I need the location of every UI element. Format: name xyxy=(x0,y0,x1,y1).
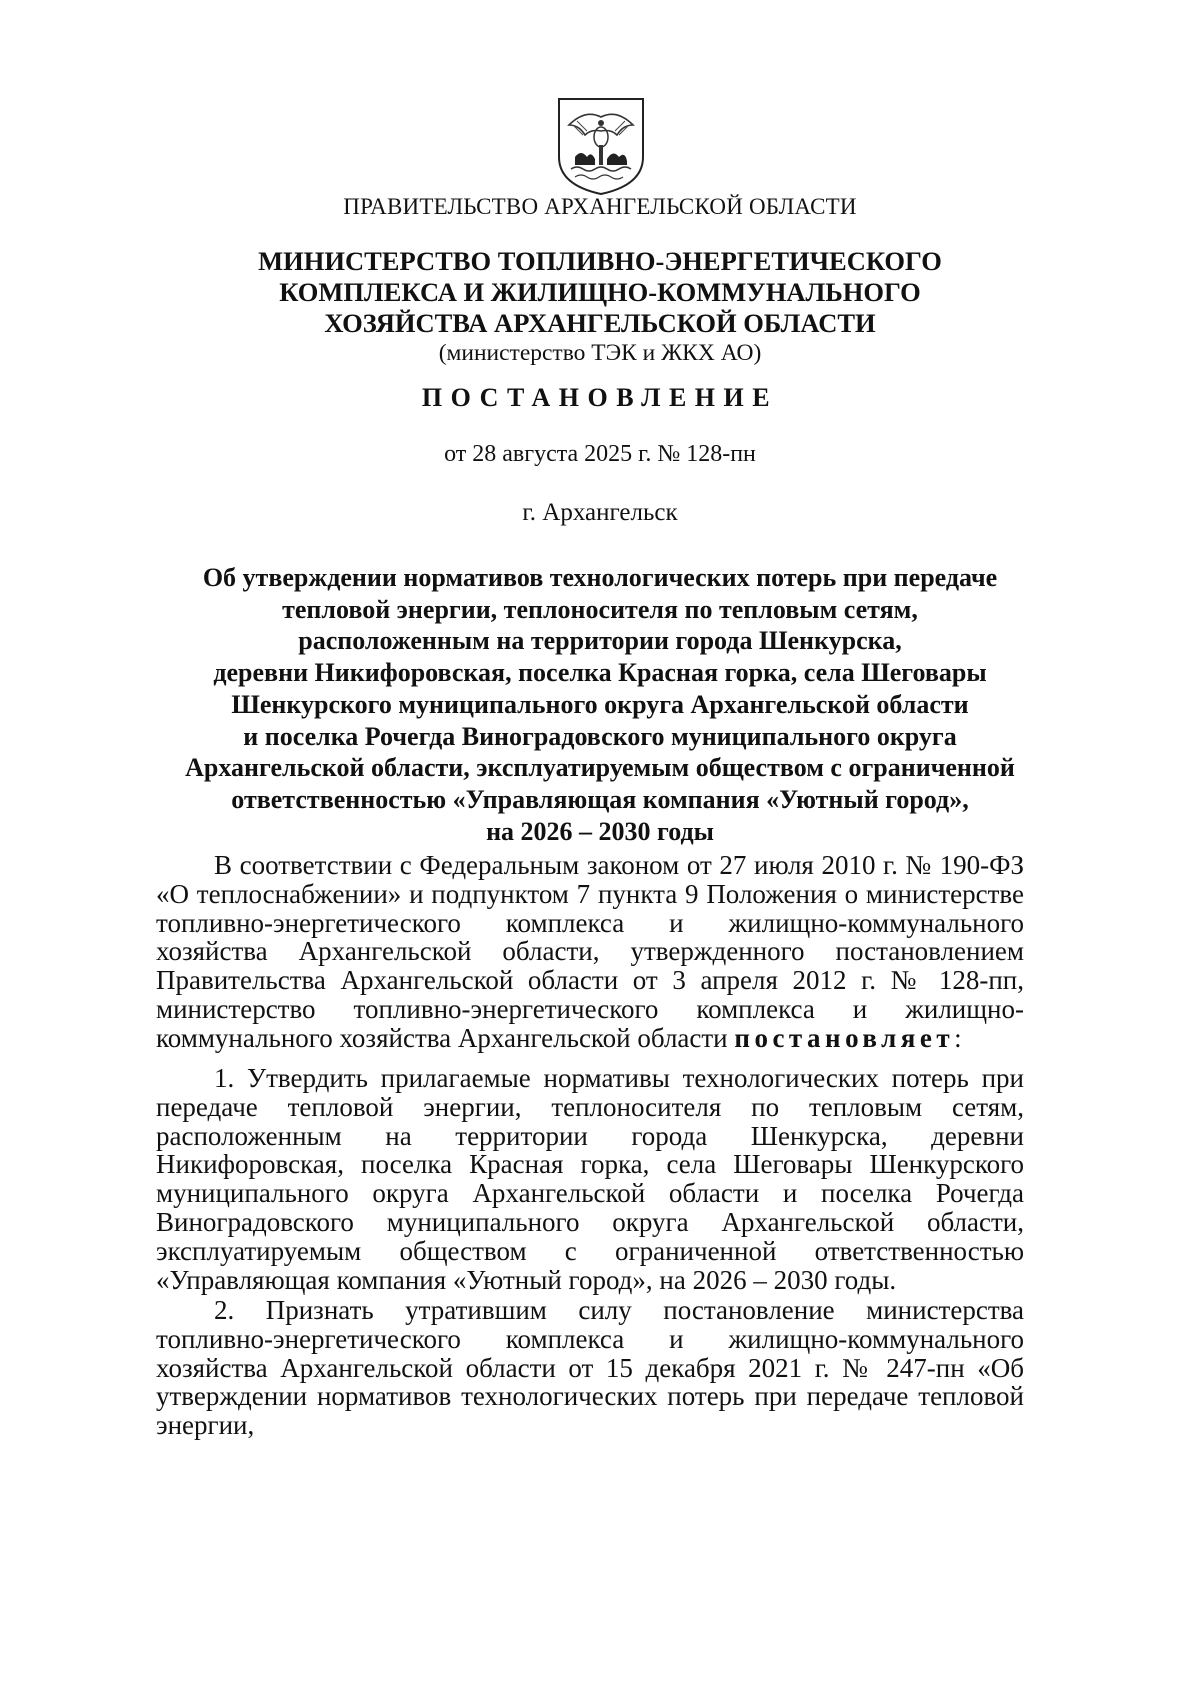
document-type: ПОСТАНОВЛЕНИЕ xyxy=(421,383,779,412)
ministry-name-line: МИНИСТЕРСТВО ТОПЛИВНО-ЭНЕРГЕТИЧЕСКОГО xyxy=(258,246,942,276)
ministry-name-line: КОМПЛЕКСА И ЖИЛИЩНО-КОММУНАЛЬНОГО xyxy=(279,277,921,307)
preamble-text: В соответствии с Федеральным законом от 27 июля 2010 г. № 190-ФЗ «О теплоснабжении» и подпунктом 7 пункта 9 Положения о министерстве топливно-энергетического комплекса и жилищно-коммунального хозяйства Архангельской области, утвержденного постановлением Правительства Архангельской области от 3 апреля 2012 г. № 128-пп, министерство топливно-энергетического комплекса и жилищно-коммунального хозяйства Архангельской области xyxy=(156,850,1024,1053)
preamble-paragraph xyxy=(156,851,1024,1053)
document-date-number: от 28 августа 2025 г. № 128-пн xyxy=(444,441,756,467)
document-title xyxy=(0,562,1200,847)
title-line: Об утверждении нормативов технологических потерь при передаче xyxy=(202,563,998,592)
coat-of-arms-emblem xyxy=(555,95,647,197)
title-line: Шенкурского муниципального округа Архангельской области xyxy=(231,689,969,719)
title-line: ответственностью «Управляющая компания «Уютный город», xyxy=(231,784,969,814)
document-city: г. Архангельск xyxy=(522,499,678,526)
item-2-paragraph xyxy=(156,1296,1024,1440)
decree-colon: : xyxy=(954,1022,962,1053)
ministry-short-name: (министерство ТЭК и ЖКХ АО) xyxy=(438,340,762,366)
title-line: деревни Никифоровская, поселка Красная горка, села Шеговары xyxy=(213,658,987,688)
title-line: Архангельской области, эксплуатируемым обществом с ограниченной xyxy=(185,753,1015,783)
ministry-name xyxy=(0,246,1200,339)
item-1-paragraph xyxy=(156,1064,1024,1294)
decree-word: постановляет xyxy=(734,1022,955,1053)
government-name: ПРАВИТЕЛЬСТВО АРХАНГЕЛЬСКОЙ ОБЛАСТИ xyxy=(343,194,857,219)
item-2-text: 2. Признать утратившим силу постановление министерства топливно-энергетического комплекса и жилищно-коммунального хозяйства Архангельской области от 15 декабря 2021 г. № 247-пн «Об утверждении нормативов технологических потерь при передаче тепловой энергии, xyxy=(156,1295,1024,1441)
ministry-name-line: ХОЗЯЙСТВА АРХАНГЕЛЬСКОЙ ОБЛАСТИ xyxy=(324,308,876,338)
title-line: тепловой энергии, теплоносителя по тепловым сетям, xyxy=(282,594,918,624)
title-line: расположенным на территории города Шенкурска, xyxy=(298,626,902,656)
item-1-text: 1. Утвердить прилагаемые нормативы технологических потерь при передаче тепловой энергии, теплоносителя по тепловым сетям, расположенным на территории города Шенкурска, деревни Никифоровская, поселка Красная горка, села Шеговары Шенкурского муниципального округа Архангельской области и поселка Рочегда Виноградовского муниципального округа Архангельской области, эксплуатируемым обществом с ограниченной ответственностью «Управляющая компания «Уютный город», на 2026 – 2030 годы. xyxy=(156,1063,1024,1295)
title-line: на 2026 – 2030 годы xyxy=(486,816,714,846)
title-line: и поселка Рочегда Виноградовского муниципального округа xyxy=(243,721,957,751)
